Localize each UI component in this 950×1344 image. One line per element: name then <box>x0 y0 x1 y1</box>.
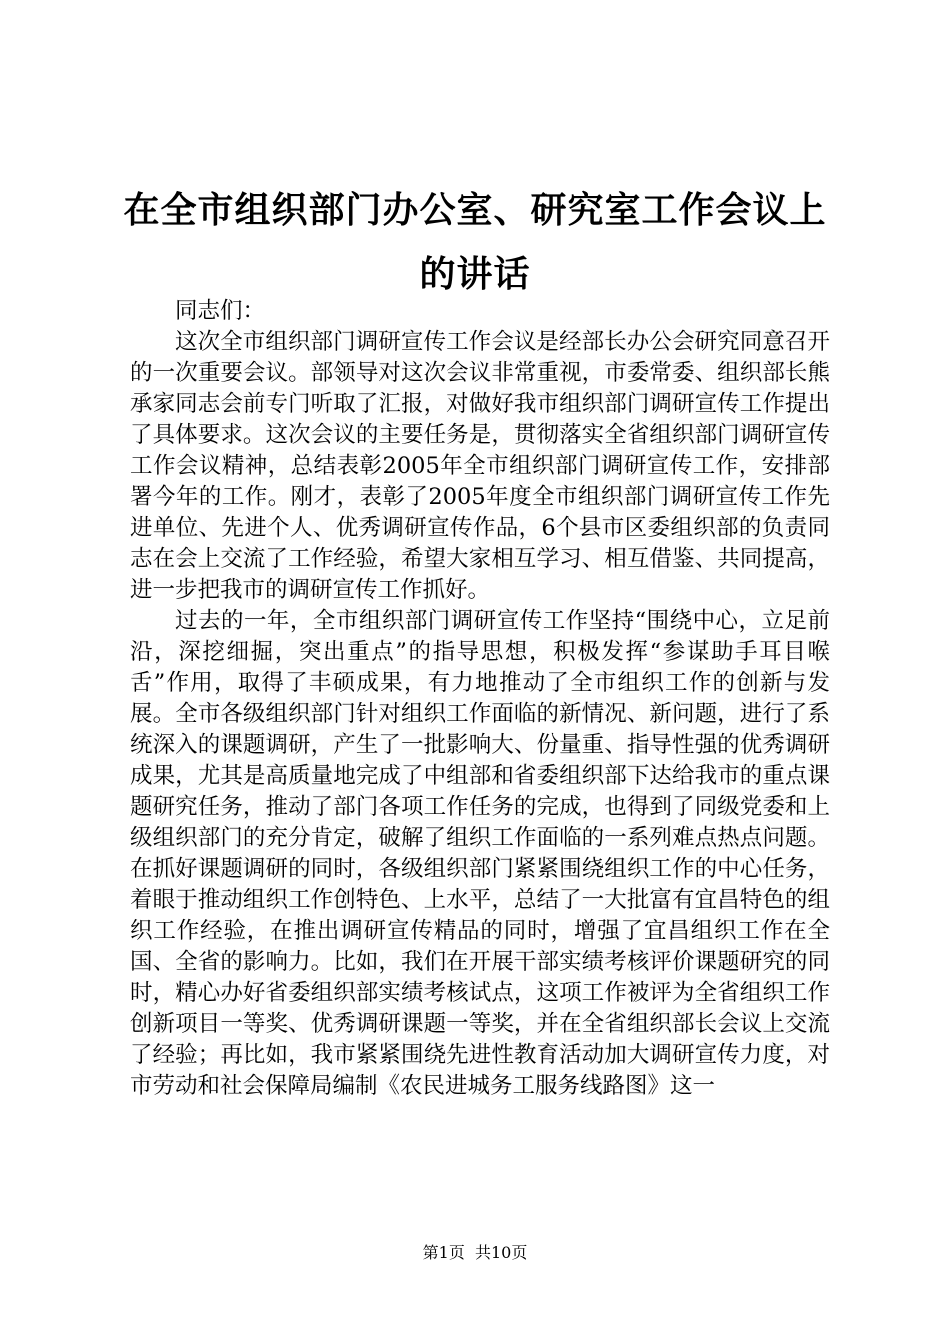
paragraph: 过去的一年，全市组织部门调研宣传工作坚持“围绕中心，立足前沿，深挖细掘，突出重点”的指导思想，积极发挥“参谋助手耳目喉舌”作用，取得了丰硕成果，有力地推动了全市组织工作的创新与发展。全市各级组织部门针对组织工作面临的新情况、新问题，进行了系统深入的课题调研，产生了一批影响大、份量重、指导性强的优秀调研成果，尤其是高质量地完成了中组部和省委组织部下达给我市的重点课题研究任务，推动了部门各项工作任务的完成，也得到了同级党委和上级组织部门的充分肯定，破解了组织工作面临的一系列难点热点问题。在抓好课题调研的同时，各级组织部门紧紧围绕组织工作的中心任务，着眼于推动组织工作创特色、上水平，总结了一大批富有宜昌特色的组织工作经验，在推出调研宣传精品的同时，增强了宜昌组织工作在全国、全省的影响力。比如，我们在开展干部实绩考核评价课题研究的同时，精心办好省委组织部实绩考核试点，这项工作被评为全省组织工作创新项目一等奖、优秀调研课题一等奖，并在全省组织部长会议上交流了经验；再比如，我市紧紧围绕先进性教育活动加大调研宣传力度，对市劳动和社会保障局编制《农民进城务工服务线路图》这一 <box>130 608 830 1099</box>
document-title: 在全市组织部门办公室、研究室工作会议上的讲话 <box>123 189 827 295</box>
salutation: 同志们： <box>175 298 266 324</box>
page-footer <box>0 1243 950 1263</box>
document-body <box>130 296 830 1102</box>
page-number: 第1页 共10页 <box>422 1243 528 1262</box>
paragraph: 这次全市组织部门调研宣传工作会议是经部长办公会研究同意召开的一次重要会议。部领导对这次会议非常重视，市委常委、组织部长熊承家同志会前专门听取了汇报，对做好我市组织部门调研宣传工作提出了具体要求。这次会议的主要任务是，贯彻落实全省组织部门调研宣传工作会议精神，总结表彰2005年全市组织部门调研宣传工作，安排部署今年的工作。刚才，表彰了2005年度全市组织部门调研宣传工作先进单位、先进个人、优秀调研宣传作品，6个县市区委组织部的负责同志在会上交流了工作经验，希望大家相互学习、相互借鉴、共同提高，进一步把我市的调研宣传工作抓好。 <box>130 329 830 603</box>
